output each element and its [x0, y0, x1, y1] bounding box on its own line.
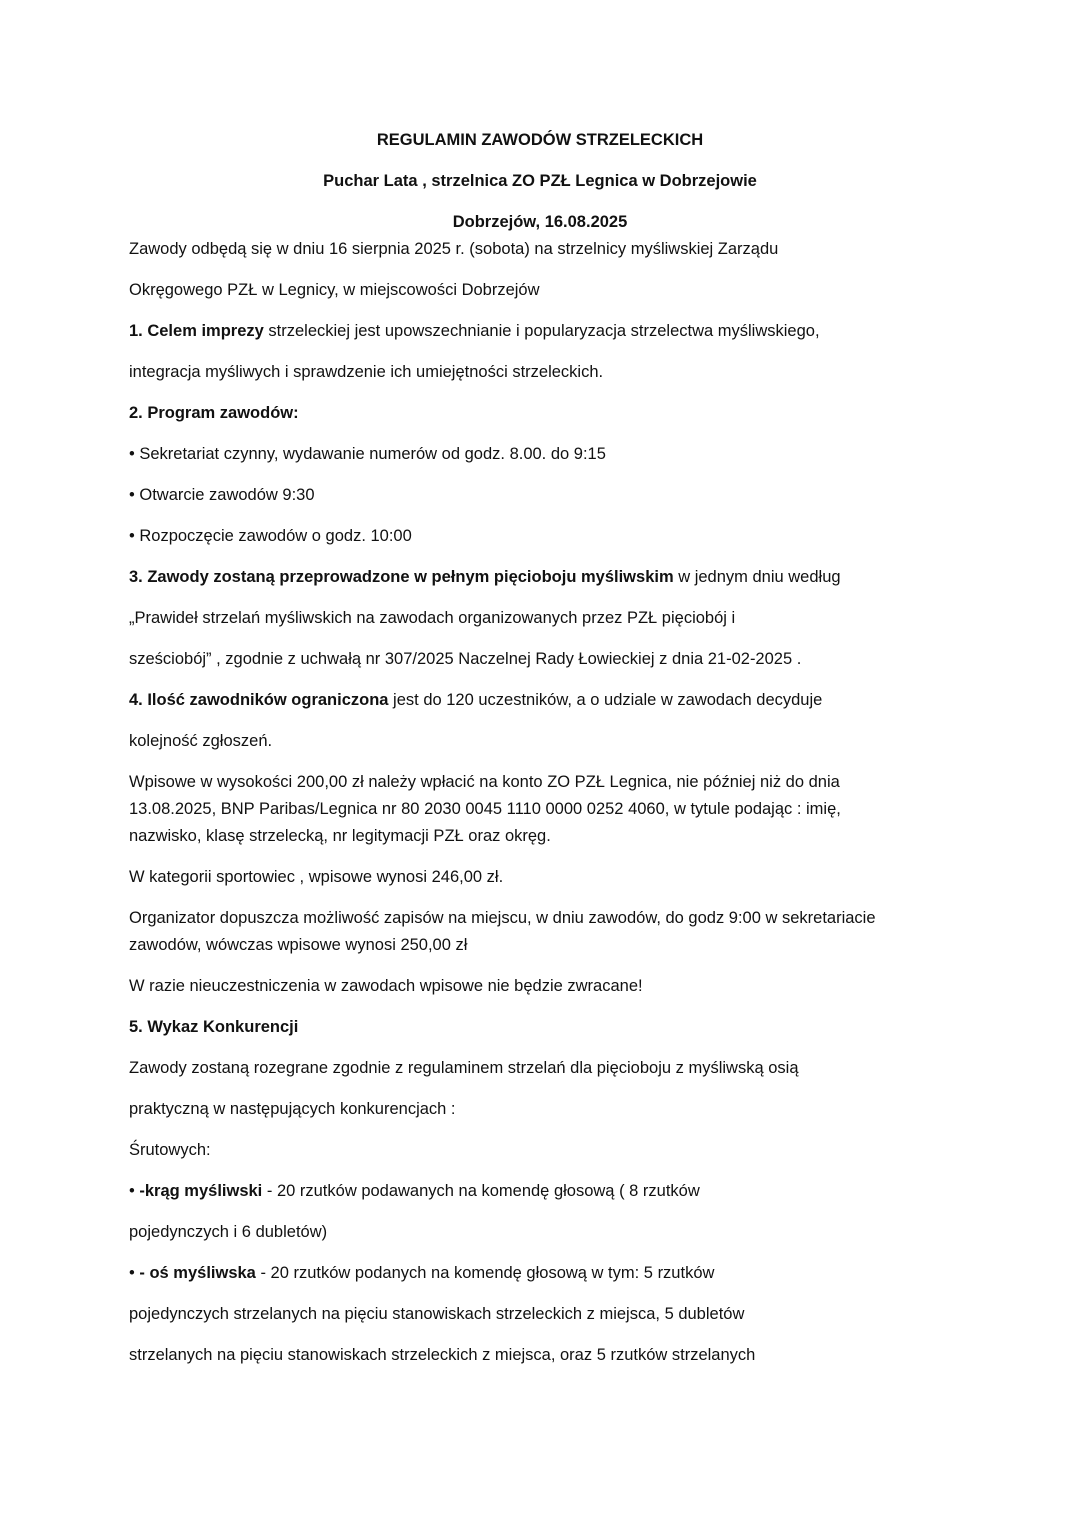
intro-line-2: Okręgowego PZŁ w Legnicy, w miejscowości Dobrzejów: [129, 281, 540, 299]
competition-item-2-text: - 20 rzutków podanych na komendę głosową w tym: 5 rzutków: [255, 1264, 715, 1282]
section-3-line-2: „Prawideł strzelań myśliwskich na zawodach organizowanych przez PZŁ pięciobój i: [129, 609, 736, 627]
competition-item-2-title: - oś myśliwska: [139, 1264, 256, 1282]
section-1-line-2: integracja myśliwych i sprawdzenie ich umiejętności strzeleckich.: [129, 363, 604, 381]
onsite-line-2: zawodów, wówczas wpisowe wynosi 250,00 zł: [129, 936, 468, 954]
competition-item-2-line-2: pojedynczych strzelanych na pięciu stanowiskach strzeleckich z miejsca, 5 dubletów: [129, 1305, 745, 1323]
intro-line-1: Zawody odbędą się w dniu 16 sierpnia 2025 r. (sobota) na strzelnicy myśliwskiej Zarządu: [129, 240, 779, 258]
section-1-text: strzeleckiej jest upowszechnianie i popularyzacja strzelectwa myśliwskiego,: [263, 322, 820, 340]
section-5-line-1: Zawody zostaną rozegrane zgodnie z regulaminem strzelań dla pięcioboju z myśliwską osią: [129, 1059, 799, 1077]
competition-item-1: [129, 1179, 959, 1203]
program-item-1: • Sekretariat czynny, wydawanie numerów od godz. 8.00. do 9:15: [129, 445, 606, 463]
section-1-line-1: [129, 319, 959, 343]
document-title: REGULAMIN ZAWODÓW STRZELECKICH: [376, 131, 704, 149]
section-4-line-2: kolejność zgłoszeń.: [129, 732, 273, 750]
fee-line-2: 13.08.2025, BNP Paribas/Legnica nr 80 2030 0045 1110 0000 0252 4060, w tytule podając : imię,: [129, 800, 841, 818]
program-item-3: • Rozpoczęcie zawodów o godz. 10:00: [129, 527, 412, 545]
section-5-heading-text: 5. Wykaz Konkurencji: [129, 1018, 299, 1036]
section-1-heading: 1. Celem imprezy: [129, 322, 264, 340]
fee-line-1: Wpisowe w wysokości 200,00 zł należy wpłacić na konto ZO PZŁ Legnica, nie później niż do dnia: [129, 773, 840, 791]
section-3-text: w jednym dniu według: [673, 568, 841, 586]
section-5-line-2: praktyczną w następujących konkurencjach :: [129, 1100, 456, 1118]
competition-item-1-text: - 20 rzutków podawanych na komendę głosową ( 8 rzutków: [262, 1182, 700, 1200]
section-4-text: jest do 120 uczestników, a o udziale w zawodach decyduje: [388, 691, 823, 709]
section-2-heading: [129, 401, 959, 425]
competition-item-1-line-2: pojedynczych i 6 dubletów): [129, 1223, 328, 1241]
document-body: [129, 128, 959, 1384]
competition-item-1-title: -krąg myśliwski: [139, 1182, 263, 1200]
program-item-2: • Otwarcie zawodów 9:30: [129, 486, 315, 504]
shot-heading: Śrutowych:: [129, 1141, 211, 1159]
refund-line: W razie nieuczestniczenia w zawodach wpisowe nie będzie zwracane!: [129, 977, 643, 995]
section-5-heading: [129, 1015, 959, 1039]
competition-item-2-line-3: strzelanych na pięciu stanowiskach strzeleckich z miejsca, oraz 5 rzutków strzelanych: [129, 1346, 756, 1364]
section-3-heading: 3. Zawody zostaną przeprowadzone w pełnym pięcioboju myśliwskim: [129, 568, 674, 586]
document-date: Dobrzejów, 16.08.2025: [452, 213, 628, 231]
section-2-heading-text: 2. Program zawodów:: [129, 404, 299, 422]
section-4-line-1: [129, 688, 959, 712]
onsite-line-1: Organizator dopuszcza możliwość zapisów na miejscu, w dniu zawodów, do godz 9:00 w sekretariacie: [129, 909, 876, 927]
fee-line-3: nazwisko, klasę strzelecką, nr legitymacji PZŁ oraz okręg.: [129, 827, 551, 845]
section-3-line-3: sześciobój” , zgodnie z uchwałą nr 307/2025 Naczelnej Rady Łowieckiej z dnia 21-02-2025 .: [129, 650, 802, 668]
competition-item-2: [129, 1261, 959, 1285]
sport-fee-line: W kategorii sportowiec , wpisowe wynosi 246,00 zł.: [129, 868, 504, 886]
document-subtitle: Puchar Lata , strzelnica ZO PZŁ Legnica w Dobrzejowie: [323, 172, 757, 190]
bullet: •: [129, 1182, 140, 1200]
section-3-line-1: [129, 565, 959, 589]
bullet: •: [129, 1264, 140, 1282]
section-4-heading: 4. Ilość zawodników ograniczona: [129, 691, 389, 709]
